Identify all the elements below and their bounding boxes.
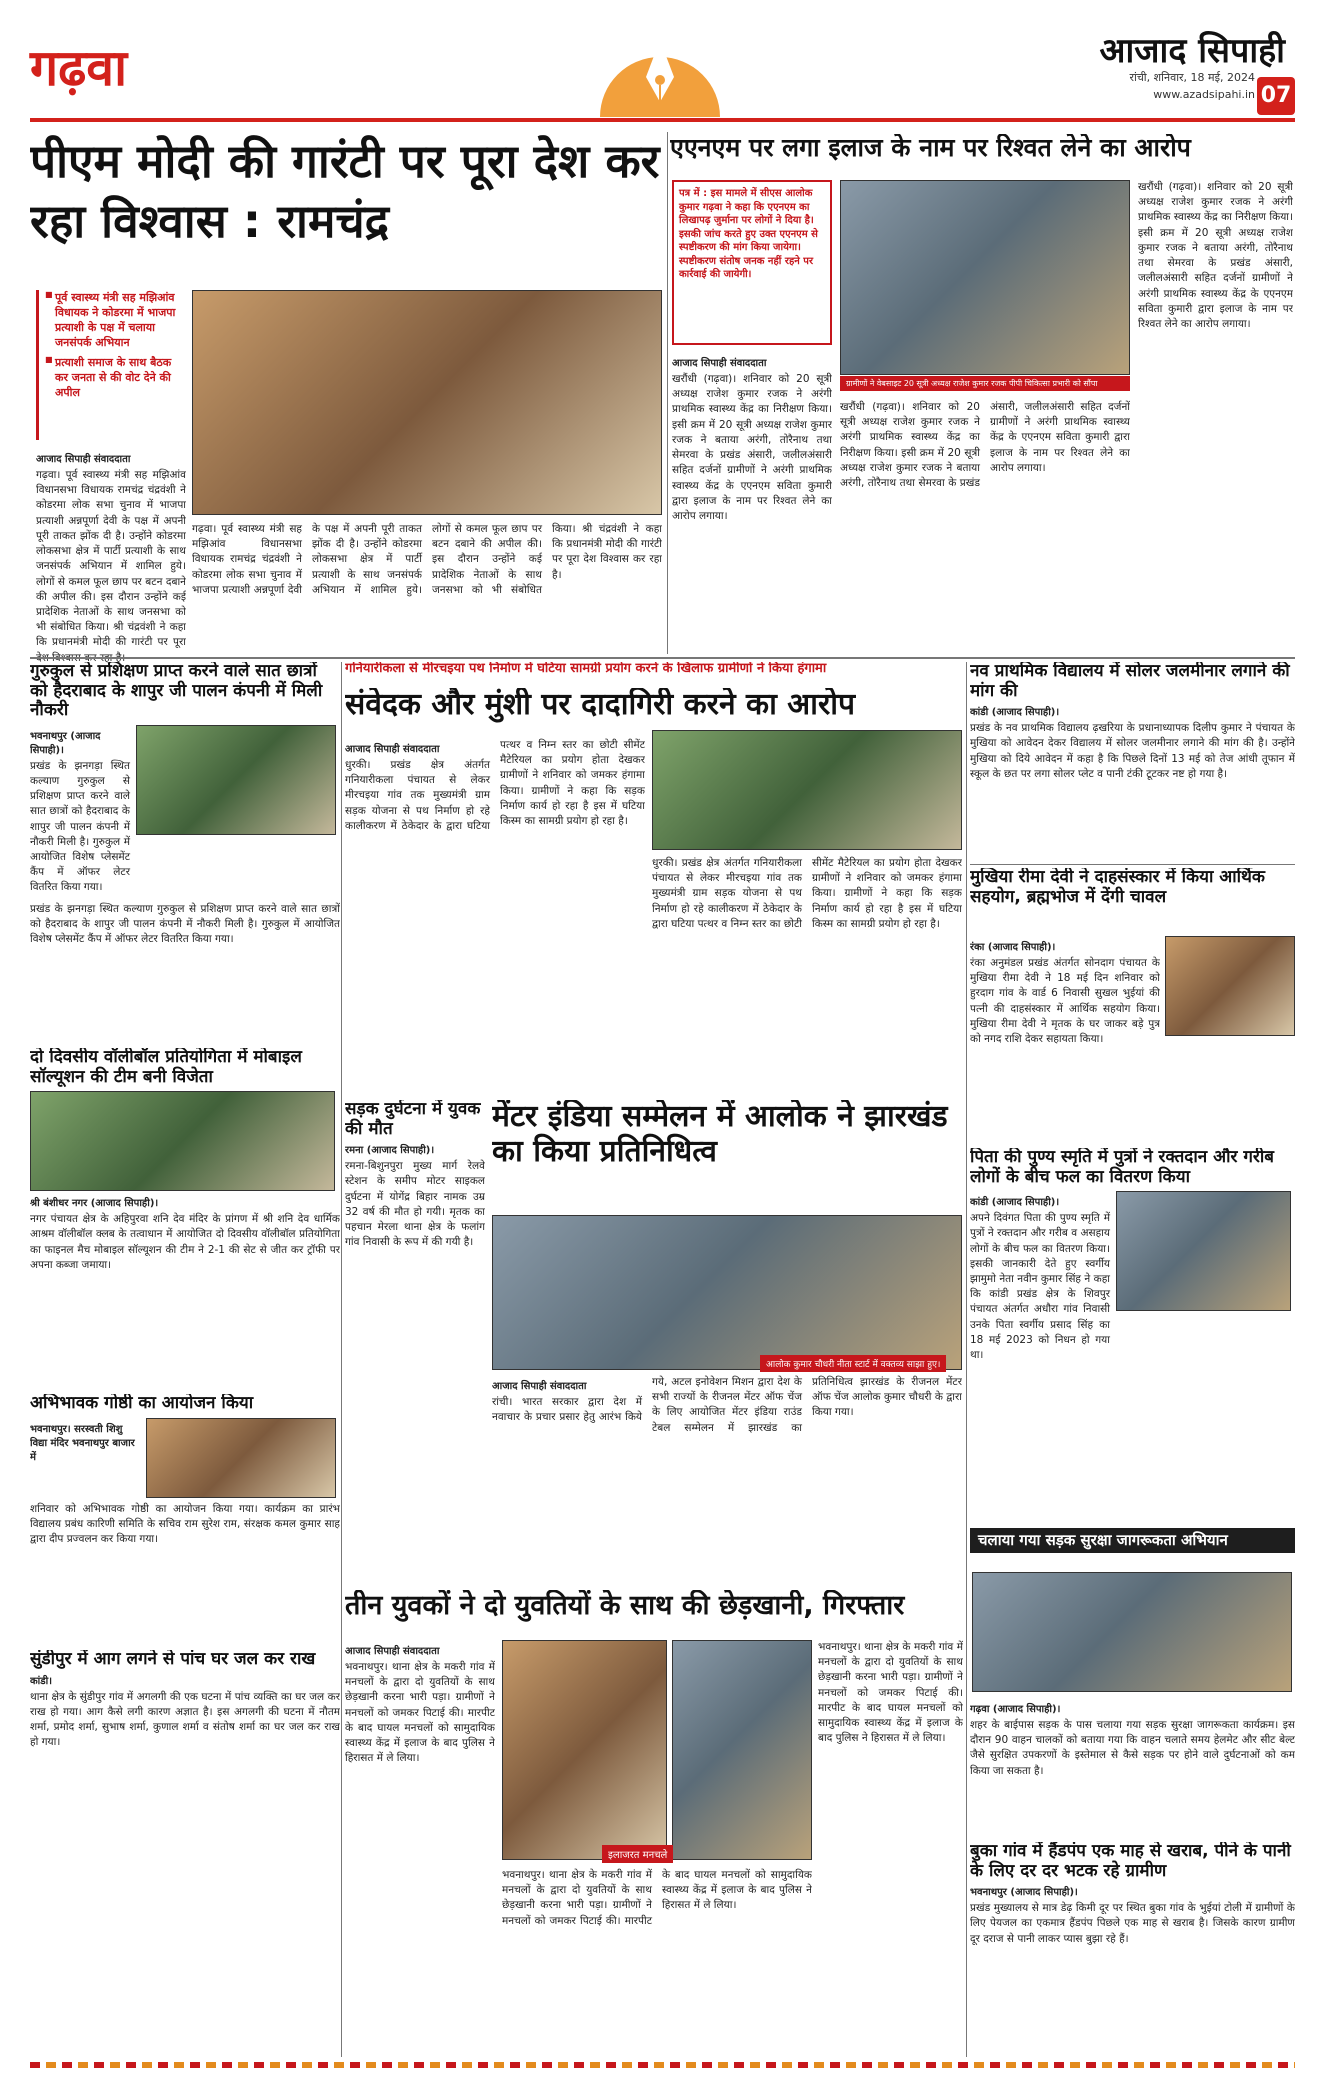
gurukul-body: प्रखंड के झनगड़ा स्थित कल्याण गुरुकुल से प्रशिक्षण प्राप्त करने वाले सात छात्रों को हैदराबाद के शापुर जी पालन कंपनी में नौकरी मिली है। गुरुकुल में आयोजित विशेष प्लेसमेंट कैंप में ऑफर लेटर वितरित किया गया।: [30, 759, 130, 894]
guardian-headline: अभिभावक गोष्ठी का आयोजन किया: [30, 1394, 254, 1413]
mentor-story-head: [492, 1100, 962, 1210]
safety-body: [970, 1698, 1295, 1838]
molest-byline: आजाद सिपाही संवाददाता: [345, 1646, 440, 1657]
anm-body-cols: [840, 400, 1130, 650]
anm-body-side: खरौंधी (गढ़वा)। शनिवार को 20 सूत्री अध्यक्ष राजेश कुमार रजक ने अरंगी प्राथमिक स्वास्थ्य केंद्र का निरीक्षण किया। इसी क्रम में 20 सूत्री अध्यक्ष राजेश कुमार रजक ने बताया अरंगी, तोरैनाथ तथा सेमरवा के प्रखंड अंसारी, जलीलअंसारी सहित दर्जनों ग्रामीणों ने अरंगी प्राथमिक स्वास्थ्य केंद्र के एएनएम सविता कुमारी द्वारा इलाज के नाम पर रिश्वत लेने का आरोप लगाया।: [1138, 181, 1293, 330]
strip-headline-box: [345, 688, 965, 732]
safety-body-text: शहर के बाईपास सड़क के पास चलाया गया सड़क सुरक्षा जागरूकता कार्यक्रम। इस दौरान 90 वाहन चालकों को बताया गया कि वाहन चलाते समय हेलमेट और सीट बेल्ट जैसे सुरक्षित उपकरणों के इस्तेमाल से कैसे सड़क पर होने वाले दुर्घटनाओं को कम किया जा सकता है।: [970, 1719, 1295, 1777]
lead-body: गढ़वा। पूर्व स्वास्थ्य मंत्री सह मझिआंव विधानसभा विधायक रामचंद्र चंद्रवंशी ने कोडरमा लोक सभा चुनाव में भाजपा प्रत्याशी अन्नपूर्णा देवी के पक्ष में अपनी पूरी ताकत झोंक दी है। उन्होंने कोडरमा लोकसभा क्षेत्र में पार्टी प्रत्याशी के साथ जनसंपर्क अभियान में शामिल हुये। लोगों से कमल फूल छाप पर बटन दबाने की अपील की। इस दौरान उन्होंने कई प्रादेशिक नेताओं के साथ जनसभा को भी संबोधित किया। श्री चंद्रवंशी ने कहा कि प्रधानमंत्री मोदी की गारंटी पर पूरा: [36, 469, 186, 649]
strip-body-lower: [652, 856, 962, 1076]
lead-bullet-list: [39, 290, 186, 400]
edition-date: रांची, शनिवार, 18 मई, 2024: [1129, 71, 1255, 84]
molest-body: [345, 1640, 495, 2060]
anm-byline: आजाद सिपाही संवाददाता: [672, 358, 767, 369]
guardian-photo: [146, 1418, 336, 1498]
mentor-body-text: रांची। भारत सरकार द्वारा देश में नवाचार के प्रचार प्रसार हेतु आरंभ किये गये, अटल इनोवेशन मिशन द्वारा देश के सभी राज्यों के रीजनल मेंटर ऑफ चेंज के लिए आयोजित मेंटर इंडिया राउंड टेबल सम्मेलन में झारखंड का प्रतिनिधित्व झारखंड के रीजनल मेंटर ऑफ चेंज आलोक कुमार चौधरी के द्वारा किया गया।: [492, 1376, 962, 1434]
solar-headline: नव प्राथमिक विद्यालय में सोलर जलमीनार लगाने की मांग की: [970, 662, 1290, 701]
mukhiya-story: [970, 868, 1295, 933]
anm-side-col: [1138, 180, 1293, 650]
mukhiya-byline: रंका (आजाद सिपाही)।: [970, 942, 1056, 953]
strip-body: [345, 738, 645, 1078]
solar-story: [970, 662, 1295, 862]
divider-solar: [970, 864, 1295, 865]
website-link[interactable]: www.azadsipahi.in: [1153, 88, 1255, 101]
guardian-body: शनिवार को अभिभावक गोष्ठी का आयोजन किया गया। कार्यक्रम का प्रारंभ विद्यालय प्रबंध कारिणी समिति के सचिव राम सुरेश राम, संरक्षक कमल कुमार साह द्वारा दीप प्रज्वलन कर किया गया।: [30, 1502, 340, 1545]
volley-photo: [30, 1091, 335, 1191]
col-rule-top: [667, 132, 668, 654]
strip-kicker: गनियारीकला से मीरचइया पथ निर्माण में घटिया सामग्री प्रयोग करने के खिलाफ ग्रामीणों ने किया हंगामा: [345, 662, 827, 676]
strip-headline: संवेदक और मुंशी पर दादागिरी करने का आरोप: [345, 688, 856, 722]
accident-byline: रमना (आजाद सिपाही)।: [345, 1145, 435, 1157]
lead-bullet-1: ■ पूर्व स्वास्थ्य मंत्री सह मझिआंव विधायक ने कोडरमा में भाजपा प्रत्याशी के पक्ष में चलाया जनसंपर्क अभियान: [45, 290, 186, 350]
gurukul-story: [30, 662, 340, 1042]
anm-body-continued: खरौंधी (गढ़वा)। शनिवार को 20 सूत्री अध्यक्ष राजेश कुमार रजक ने अरंगी प्राथमिक स्वास्थ्य केंद्र का निरीक्षण किया। इसी क्रम में 20 सूत्री अध्यक्ष राजेश कुमार रजक ने बताया अरंगी, तोरैनाथ तथा सेमरवा के प्रखंड अंसारी, जलीलअंसारी सहित दर्जनों ग्रामीणों ने अरंगी प्राथमिक स्वास्थ्य केंद्र के एएनएम सविता कुमारी द्वारा इलाज के नाम पर रिश्वत लेने का आरोप लगाया।: [840, 401, 1130, 490]
mentor-headline: मेंटर इंडिया सम्मेलन में आलोक ने झारखंड का किया प्रतिनिधित्व: [492, 1100, 948, 1169]
molest-body-side: भवनाथपुर। थाना क्षेत्र के मकरी गांव में मनचलों के द्वारा दो युवतियों के साथ छेड़खानी करना भारी पड़ा। ग्रामीणों ने मनचलों को जमकर पिटाई की। मारपीट के बाद घायल मनचलों को सामुदायिक स्वास्थ्य केंद्र में इलाज के बाद पुलिस ने हिरासत में ले लिया।: [818, 1641, 963, 1745]
col-rule-left: [341, 662, 342, 2057]
mentor-body: [492, 1375, 962, 1585]
molest-body-text: भवनाथपुर। थाना क्षेत्र के मकरी गांव में मनचलों के द्वारा दो युवतियों के साथ छेड़खानी करना भारी पड़ा। ग्रामीणों ने मनचलों को जमकर पिटाई की। मारपीट के बाद घायल मनचलों को सामुदायिक स्वास्थ्य केंद्र में इलाज के बाद पुलिस ने हिरासत में ले लिया।: [345, 1661, 495, 1765]
lead-body-continued: गढ़वा। पूर्व स्वास्थ्य मंत्री सह मझिआंव विधानसभा विधायक रामचंद्र चंद्रवंशी ने कोडरमा लोक सभा चुनाव में भाजपा प्रत्याशी अन्नपूर्णा देवी के पक्ष में अपनी पूरी ताकत झोंक दी है। उन्होंने कोडरमा लोकसभा क्षेत्र में पार्टी प्रत्याशी के साथ जनसंपर्क अभियान में शामिल हुये। लोगों से कमल फूल छाप पर बटन दबाने की अपील की। इस दौरान उन्होंने कई प्रादेशिक नेताओं के साथ जनसभा को भी संबोधित किया। श्री चंद्रवंशी ने कहा कि प्रधानमंत्री मोदी की गारंटी पर पूरा देश विश्वास कर रहा है।: [192, 523, 662, 596]
fire-headline: सुंडीपुर में आग लगने से पांच घर जल कर राख: [30, 1650, 316, 1669]
safety-photo: [972, 1572, 1292, 1692]
fruit-headline: पिता की पुण्य स्मृति में पुत्रों ने रक्तदान और गरीब लोगों के बीच फल का वितरण किया: [970, 1148, 1274, 1187]
lead-headline: पीएम मोदी की गारंटी पर पूरा देश कर रहा विश्वास : रामचंद्र: [30, 134, 660, 248]
fire-body: थाना क्षेत्र के सुंडीपुर गांव में अगलगी की एक घटना में पांच व्यक्ति का घर जल कर राख हो गया। आग कैसे लगी कारण अज्ञात है। इस अगलगी की घटना में नौतम शर्मा, प्रमोद शर्मा, सुभाष शर्मा, कुणाल शर्मा व संतोष शर्मा का घर जल कर राख हो गया।: [30, 1690, 340, 1749]
gurukul-photo: [136, 725, 336, 835]
molest-caption: इलाजरत मनचले: [602, 1845, 673, 1863]
strip-photo: [652, 730, 962, 850]
lead-body-cols: [192, 522, 662, 652]
accident-story: [345, 1100, 485, 1440]
safety-headline: चलाया गया सड़क सुरक्षा जागरूकता अभियान: [970, 1528, 1295, 1553]
solar-byline: कांडी (आजाद सिपाही)।: [970, 707, 1060, 719]
mentor-byline: आजाद सिपाही संवाददाता: [492, 1381, 587, 1392]
strip-body-continued: धुरकी। प्रखंड क्षेत्र अंतर्गत गनियारीकला पंचायत से लेकर मीरचइया गांव तक मुख्यमंत्री ग्राम सड़क योजना से पथ निर्माण हो रहे कालीकरण में ठेकेदार के द्वारा घटिया पत्थर व निम्न स्तर का छोटी सीमेंट मैटेरियल का प्रयोग होता देखकर ग्रामीणों ने शनिवार को जमकर हंगामा किया। ग्रामीणों ने कहा कि सड़क निर्माण कार्य हो रहा है इस में घटिया किस्म का सामग्री प्रयोग हो रहा है।: [652, 857, 962, 930]
mukhiya-headline: मुखिया रीमा देवी ने दाहसंस्कार में किया आर्थिक सहयोग, ब्रह्मभोज में देंगी चावल: [970, 868, 1265, 907]
mentor-photo: [492, 1215, 962, 1370]
fruit-photo: [1116, 1191, 1291, 1311]
footer-ornament: [30, 2062, 1295, 2068]
anm-body-text: खरौंधी (गढ़वा)। शनिवार को 20 सूत्री अध्यक्ष राजेश कुमार रजक ने अरंगी प्राथमिक स्वास्थ्य केंद्र का निरीक्षण किया। इसी क्रम में 20 सूत्री अध्यक्ष राजेश कुमार रजक ने बताया अरंगी, तोरैनाथ तथा सेमरवा के प्रखंड अंसारी, जलीलअंसारी सहित दर्जनों ग्रामीणों ने अरंगी प्राथमिक स्वास्थ्य केंद्र के एएनएम सविता कुमारी द्वारा इलाज के नाम पर रिश्वत लेने का आरोप लगाया।: [672, 373, 832, 522]
section-name: गढ़वा: [30, 39, 128, 97]
newspaper-name: आजाद सिपाही: [1099, 31, 1285, 71]
mukhiya-body: [970, 936, 1160, 1146]
fire-byline: कांडी।: [30, 1675, 52, 1687]
volley-headline: दो दिवसीय वॉलीबॉल प्रतियोगिता में मोबाइल सॉल्यूशन की टीम बनी विजेता: [30, 1048, 302, 1087]
page-number: 07: [1257, 77, 1295, 115]
anm-caption: ग्रामीणों ने वेबसाइट 20 सूत्री अध्यक्ष राजेश कुमार रजक पीपी चिकित्सा प्रभारी को सौंपा: [840, 376, 1130, 391]
volley-story: [30, 1048, 340, 1388]
volley-body: नगर पंचायत क्षेत्र के अहिपुरवा शनि देव मंदिर के प्रांगण में श्री शनि देव धार्मिक आश्रम वॉलीबॉल क्लब के तत्वाधान में आयोजित दो दिवसीय वॉलीबॉल प्रतियोगिता का फाइनल मैच मोबाइल सॉल्यूशन की टीम ने 2-1 की सेट से जीत कर ट्रॉफी पर अपना कब्जा जमाया।: [30, 1213, 340, 1271]
safety-byline: गढ़वा (आजाद सिपाही)।: [970, 1704, 1061, 1715]
handpump-story: [970, 1842, 1295, 2057]
safety-story: [970, 1528, 1295, 1568]
handpump-byline: भवनाथपुर (आजाद सिपाही)।: [970, 1887, 1078, 1899]
masthead: [30, 22, 1295, 122]
mukhiya-photo: [1165, 936, 1295, 1036]
accident-body: रमना-बिशुनपुरा मुख्य मार्ग रेलवे स्टेशन के समीप मोटर साइकल दुर्घटना में योगेंद्र बिहार नामक उम्र 32 वर्ष की मौत हो गयी। मृतक का पहचान मेरला थाना क्षेत्र के फलांग गांव निवासी के रूप में की गयी है।: [345, 1160, 485, 1249]
divider-1: [30, 657, 1295, 659]
solar-body: प्रखंड के नव प्राथमिक विद्यालय ढ़खरिया के प्रधानाध्यापक दिलीप कुमार ने पंचायत के मुखिया को आवेदन देकर विद्यालय में सोलर जलमीनार लगाने की मांग की है। उन्होंने मुखिया को दिये आवेदन में कहा है कि पिछले दिनों 13 मई को तेज आंधी तूफान में स्कूल के छत पर लगा सोलर प्लेट व पानी टंकी टूटकर नष्ट हो गया है।: [970, 722, 1295, 780]
molest-side-col: [818, 1640, 963, 2060]
handpump-headline: बुका गांव में हैंडपंप एक माह से खराब, पीने के पानी के लिए दर दर भटक रहे ग्रामीण: [970, 1842, 1291, 1881]
fire-story: [30, 1650, 340, 2055]
molest-story-head: [345, 1590, 962, 1634]
gurukul-headline: गुरुकुल से प्रशिक्षण प्राप्त करने वाले सात छात्रों को हैदराबाद के शापुर जी पालन कंपनी में मिली नौकरी: [30, 662, 323, 721]
masthead-rule: [30, 118, 1295, 122]
fruit-body: अपने दिवंगत पिता की पुण्य स्मृति में पुत्रों ने रक्तदान और गरीब व असहाय लोगों के बीच फल का वितरण किया। इसकी जानकारी देते हुए स्वर्गीय झामुमो नेता नवीन कुमार सिंह ने कहा कि कांडी प्रखंड क्षेत्र के शिवपुर पंचायत अंतर्गत अधौरा गांव निवासी उनके पिता स्वर्गीय प्रसाद सिंह का 18 मई 2023 को निधन हो गया था।: [970, 1212, 1110, 1362]
anm-story-head: [670, 134, 1295, 174]
gurukul-body-continued: प्रखंड के झनगड़ा स्थित कल्याण गुरुकुल से प्रशिक्षण प्राप्त करने वाले सात छात्रों को हैदराबाद के शापुर जी पालन कंपनी में नौकरी मिली है। गुरुकुल में आयोजित विशेष प्लेसमेंट कैंप में ऑफर लेटर वितरित किया गया।: [30, 902, 340, 946]
molest-body-continued: भवनाथपुर। थाना क्षेत्र के मकरी गांव में मनचलों के द्वारा दो युवतियों के साथ छेड़खानी करना भारी पड़ा। ग्रामीणों ने मनचलों को जमकर पिटाई की। मारपीट के बाद घायल मनचलों को सामुदायिक स्वास्थ्य केंद्र में इलाज के बाद पुलिस ने हिरासत में ले लिया।: [502, 1869, 812, 1927]
lead-byline: आजाद सिपाही संवाददाता: [36, 454, 131, 465]
anm-body: [672, 352, 832, 652]
mukhiya-body-text: रंका अनुमंडल प्रखंड अंतर्गत सोनदाग पंचायत के मुखिया रीमा देवी ने 18 मई दिन शनिवार को हुरदाग गांव के वार्ड 6 निवासी सुखल भुईयां की पत्नी की दाहसंस्कार में आर्थिक सहयोग किया। मुखिया रीमा देवी ने मृतक के घर जाकर बड़े पुत्र को नगद राशि देकर सहायता किया।: [970, 957, 1160, 1046]
guardian-story: [30, 1394, 340, 1644]
col-rule-right: [966, 662, 967, 2057]
lead-bullet-2: ■ प्रत्याशी समाज के साथ बैठक कर जनता से की वोट देने की अपील: [45, 355, 186, 400]
molest-photo-left: [502, 1640, 667, 1860]
anm-photo: [840, 180, 1130, 375]
anm-note-box: पत्र में : इस मामले में सीएस आलोक कुमार गढ़वा ने कहा कि एएनएम का लिखापढ़ जुर्माना पर लोगों ने दिया है। इसकी जांच करते हुए उक्त एएनएम से स्पष्टीकरण की मांग किया जायेगा। स्पष्टीकरण संतोष जनक नहीं रहने पर कार्रवाई की जायेगी।: [672, 180, 832, 345]
pen-nib-logo-icon: [590, 22, 730, 117]
gurukul-byline: भवनाथपुर (आजाद सिपाही)।: [30, 730, 101, 756]
accident-headline: सड़क दुर्घटना में युवक की मौत: [345, 1100, 481, 1139]
molest-body-lower: [502, 1868, 812, 2058]
mentor-caption: आलोक कुमार चौधरी नीता स्टार्ट में वक्तव्य साझा हुए।: [760, 1355, 946, 1372]
volley-byline: श्री बंशीधर नगर (आजाद सिपाही)।: [30, 1198, 159, 1210]
fruit-byline: कांडी (आजाद सिपाही)।: [970, 1197, 1060, 1209]
molest-headline: तीन युवकों ने दो युवतियों के साथ की छेड़खानी, गिरफ्तार: [345, 1590, 905, 1621]
handpump-body: प्रखंड मुख्यालय से मात्र डेढ़ किमी दूर पर स्थित बुका गांव के भुईयां टोली में ग्रामीणों के लिए पेयजल का एकमात्र हैंडपंप पिछले एक माह से खराब है। जिसके कारण ग्रामीण दूर दराज से पानी लाकर प्यास बुझा रहे हैं।: [970, 1902, 1295, 1945]
molest-photo-right: [672, 1640, 812, 1860]
anm-headline: एएनएम पर लगा इलाज के नाम पर रिश्वत लेने का आरोप: [670, 134, 1191, 162]
lead-highlights: [36, 290, 186, 440]
guardian-byline: भवनाथपुर। सरस्वती शिशु विद्या मंदिर भवनाथपुर बाजार में: [30, 1423, 135, 1463]
fruit-story: [970, 1148, 1295, 1523]
strip-body-text: धुरकी। प्रखंड क्षेत्र अंतर्गत गनियारीकला पंचायत से लेकर मीरचइया गांव तक मुख्यमंत्री ग्राम सड़क योजना से पथ निर्माण हो रहे कालीकरण में ठेकेदार के द्वारा घटिया पत्थर व निम्न स्तर का छोटी सीमेंट मैटेरियल का प्रयोग होता देखकर ग्रामीणों ने शनिवार को जमकर हंगामा किया। ग्रामीणों ने कहा कि सड़क निर्माण कार्य हो रहा है इस में घटिया किस्म का सामग्री प्रयोग हो रहा है।: [345, 739, 645, 832]
strip-byline: आजाद सिपाही संवाददाता: [345, 744, 440, 755]
lead-photo: [192, 290, 662, 515]
